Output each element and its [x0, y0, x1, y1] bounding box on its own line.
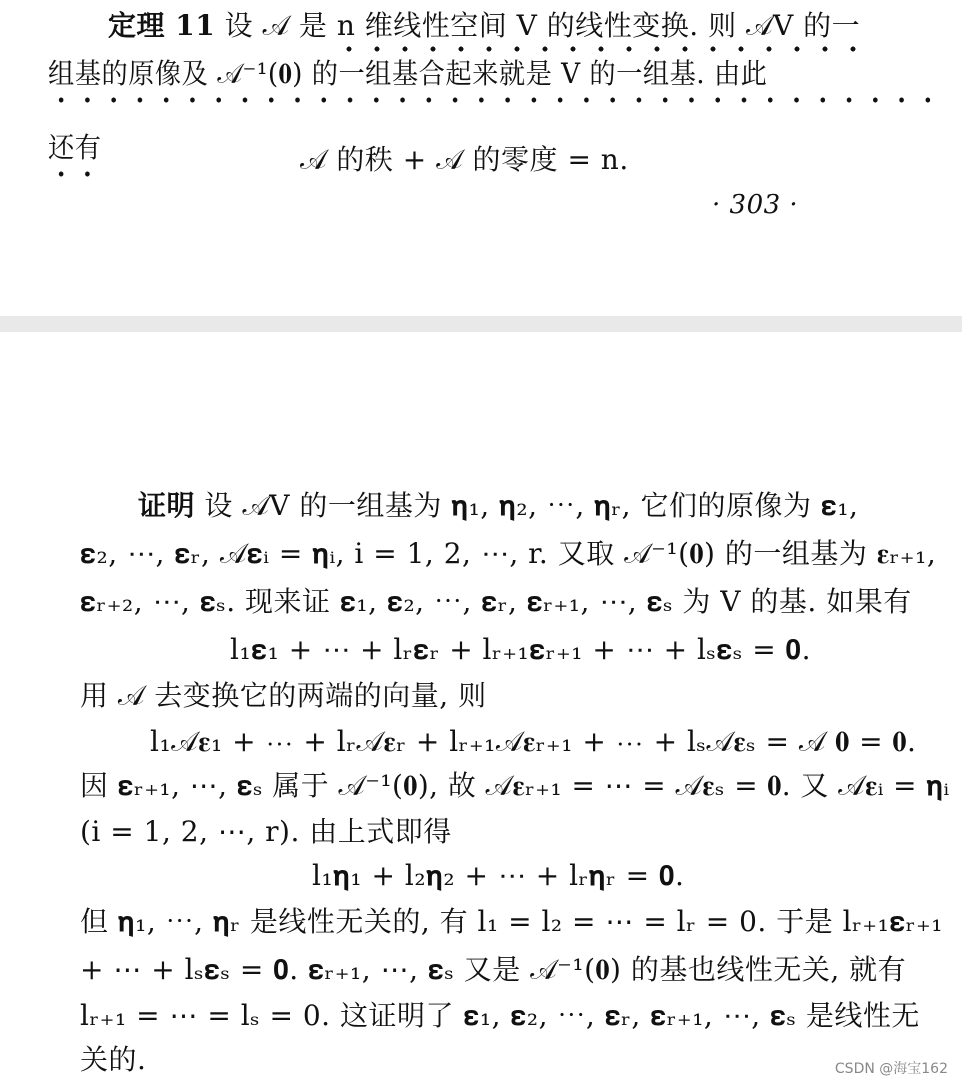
proof-label: 证明 — [138, 489, 196, 522]
proof-line-8: + ⋯ + lₛ𝛆ₛ = 𝟎. 𝛆ᵣ₊₁, ⋯, 𝛆ₛ 又是 𝒜⁻¹(𝟎) 的基也线性无关, 就有 — [80, 953, 907, 986]
theorem-formula: 𝒜 的秩 + 𝒜 的零度 = n. — [300, 143, 629, 176]
proof-text-1: 设 𝒜V 的一组基为 𝛈₁, 𝛈₂, ⋯, 𝛈ᵣ, 它们的原像为 𝛆₁, — [204, 489, 859, 522]
proof-line-5: 因 𝛆ᵣ₊₁, ⋯, 𝛆ₛ 属于 𝒜⁻¹(𝟎), 故 𝒜𝛆ᵣ₊₁ = ⋯ = 𝒜𝛆ₛ = 𝟎. 又 𝒜𝛆ᵢ = 𝛈ᵢ — [80, 769, 950, 802]
theorem-text-1: 设 𝒜 是 n 维线性空间 V 的线性变换. 则 𝒜V 的一 — [225, 9, 860, 42]
proof-line-7: 但 𝛈₁, ⋯, 𝛈ᵣ 是线性无关的, 有 l₁ = l₂ = ⋯ = lᵣ = 0. 于是 lᵣ₊₁𝛆ᵣ₊₁ — [80, 905, 944, 938]
proof-line-3: 𝛆ᵣ₊₂, ⋯, 𝛆ₛ. 现来证 𝛆₁, 𝛆₂, ⋯, 𝛆ᵣ, 𝛆ᵣ₊₁, ⋯, 𝛆ₛ 为 V 的基. 如果有 — [80, 585, 912, 618]
proof-line-2: 𝛆₂, ⋯, 𝛆ᵣ, 𝒜𝛆ᵢ = 𝛈ᵢ, i = 1, 2, ⋯, r. 又取 𝒜⁻¹(𝟎) 的一组基为 𝛆ᵣ₊₁, — [80, 537, 937, 570]
theorem-line-3: 还有 — [48, 134, 950, 162]
page-bottom — [0, 332, 962, 1086]
page-divider — [0, 316, 962, 332]
proof-line-10: 关的. — [80, 1043, 147, 1076]
watermark: CSDN @海宝162 — [834, 1061, 948, 1077]
page-number: · 303 · — [712, 190, 799, 220]
proof-line-4: 用 𝒜 去变换它的两端的向量, 则 — [80, 679, 487, 712]
equation-1: l₁𝛆₁ + ⋯ + lᵣ𝛆ᵣ + lᵣ₊₁𝛆ᵣ₊₁ + ⋯ + lₛ𝛆ₛ = 𝟎. — [230, 633, 812, 666]
proof-line-9: lᵣ₊₁ = ⋯ = lₛ = 0. 这证明了 𝛆₁, 𝛆₂, ⋯, 𝛆ᵣ, 𝛆ᵣ₊₁, ⋯, 𝛆ₛ 是线性无 — [80, 999, 920, 1032]
theorem-label: 定理 11 — [108, 9, 216, 42]
theorem-line-2: 组基的原像及 𝒜⁻¹(𝟎) 的一组基合起来就是 V 的一组基. 由此 — [48, 60, 950, 88]
proof-line-6: (i = 1, 2, ⋯, r). 由上式即得 — [80, 815, 452, 848]
equation-3: l₁𝛈₁ + l₂𝛈₂ + ⋯ + lᵣ𝛈ᵣ = 𝟎. — [312, 859, 685, 892]
equation-2: l₁𝒜𝛆₁ + ⋯ + lᵣ𝒜𝛆ᵣ + lᵣ₊₁𝒜𝛆ᵣ₊₁ + ⋯ + lₛ𝒜𝛆ₛ = 𝒜 𝟎 = 𝟎. — [150, 725, 917, 758]
proof-line-1 — [138, 489, 859, 522]
page-top — [0, 0, 962, 316]
theorem-line-1 — [108, 9, 861, 42]
